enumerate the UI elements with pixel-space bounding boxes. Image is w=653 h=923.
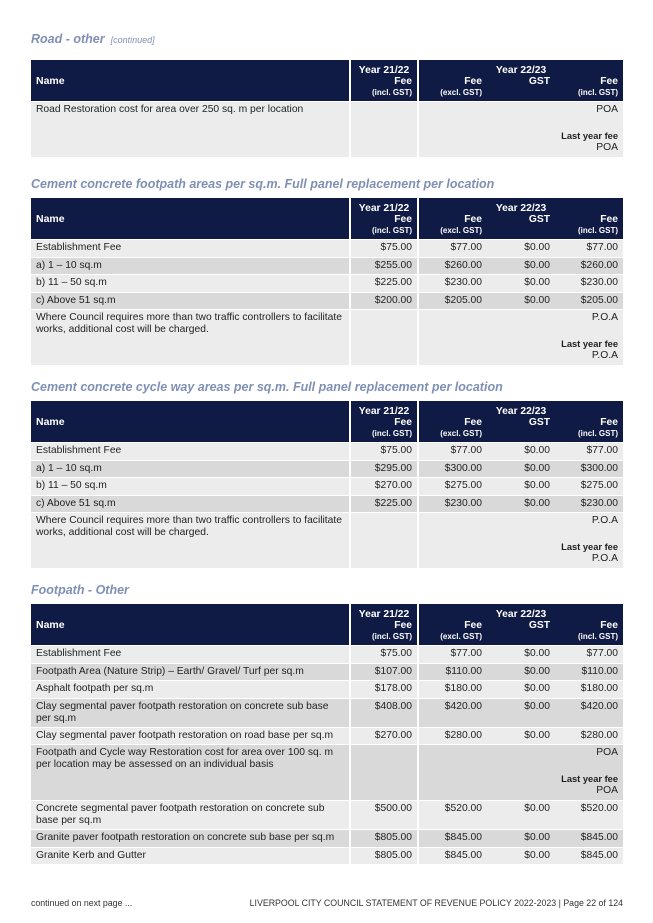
poa-cell: [419, 512, 623, 568]
fee-excl: $845.00: [419, 829, 487, 847]
gst-label: GST: [528, 417, 550, 428]
last-year-fee-label: Last year fee: [561, 542, 619, 552]
fee-excl: $77.00: [419, 645, 487, 663]
incl-gst-label: (incl. GST): [372, 88, 412, 97]
fee-name: c) Above 51 sq.m: [31, 292, 351, 310]
continued-label: [continued]: [110, 35, 155, 45]
gst-label: GST: [528, 620, 550, 631]
fee-incl: $275.00: [555, 477, 623, 495]
excl-gst-label: (excl. GST): [440, 632, 482, 641]
incl-gst-label: (incl. GST): [578, 632, 619, 641]
year-curr-header: Year 22/23: [419, 401, 623, 417]
fee-gst: $0.00: [487, 460, 555, 478]
poa-cell: [419, 309, 623, 365]
fee-prev: $270.00: [351, 727, 419, 745]
table-row: [31, 727, 623, 745]
table-row: [31, 274, 623, 292]
fee-gst: $0.00: [487, 829, 555, 847]
fee-incl: $180.00: [555, 680, 623, 698]
fee-excl-header: [419, 76, 487, 101]
fee-label: Fee: [464, 417, 482, 428]
poa-value: P.O.A: [591, 515, 619, 526]
fee-gst: $0.00: [487, 274, 555, 292]
fee-incl: $205.00: [555, 292, 623, 310]
fee-name: c) Above 51 sq.m: [31, 495, 351, 513]
fee-incl: $110.00: [555, 663, 623, 681]
fee-label: Fee: [394, 417, 412, 428]
fee-name: Asphalt footpath per sq.m: [31, 680, 351, 698]
table-row: [31, 512, 623, 568]
fee-incl: $845.00: [555, 829, 623, 847]
fee-gst: $0.00: [487, 239, 555, 257]
year-prev-header: Year 21/22: [351, 60, 419, 76]
fee-prev: $408.00: [351, 698, 419, 727]
fee-prev: $200.00: [351, 292, 419, 310]
last-year-fee-value: POA: [596, 142, 619, 153]
fee-excl: $520.00: [419, 800, 487, 829]
table-row: [31, 744, 623, 800]
fee-prev: $805.00: [351, 847, 419, 865]
section-title: [31, 31, 155, 48]
incl-gst-label: (incl. GST): [372, 632, 412, 641]
fee-prev: $255.00: [351, 257, 419, 275]
fee-name: Granite Kerb and Gutter: [31, 847, 351, 865]
fee-name: a) 1 – 10 sq.m: [31, 460, 351, 478]
continued-footer: continued on next page ...: [31, 898, 133, 908]
fee-name: Granite paver footpath restoration on concrete sub base per sq.m: [31, 829, 351, 847]
poa-cell: [419, 101, 623, 157]
excl-gst-label: (excl. GST): [440, 429, 482, 438]
fee-name: Concrete segmental paver footpath restoration on concrete sub base per sq.m: [31, 800, 351, 829]
table-row: [31, 829, 623, 847]
fee-incl: $260.00: [555, 257, 623, 275]
fee-incl: $77.00: [555, 442, 623, 460]
poa-value: POA: [596, 747, 619, 758]
fee-label: Fee: [394, 620, 412, 631]
fee-incl-header: [351, 620, 419, 645]
fee-table: [31, 60, 623, 157]
fee-excl-header: [419, 620, 487, 645]
poa-cell: [419, 744, 623, 800]
fee-name: Where Council requires more than two traffic controllers to facilitate works, additional cost will be charged.: [31, 512, 351, 568]
fee-excl-header: [419, 417, 487, 442]
fee-incl: $230.00: [555, 274, 623, 292]
fee-table: [31, 604, 623, 864]
table-row: [31, 663, 623, 681]
poa-value: POA: [596, 104, 619, 115]
fee-label: Fee: [394, 76, 412, 87]
fee-table: [31, 401, 623, 568]
fee-incl: $230.00: [555, 495, 623, 513]
last-year-fee-value: P.O.A: [591, 350, 619, 361]
gst-header: [487, 417, 555, 442]
fee-prev: $107.00: [351, 663, 419, 681]
empty-cell: [351, 309, 419, 365]
fee-excl: $280.00: [419, 727, 487, 745]
year-prev-header: Year 21/22: [351, 401, 419, 417]
empty-cell: [351, 512, 419, 568]
fee-gst: $0.00: [487, 698, 555, 727]
table-row: [31, 847, 623, 865]
fee-gst: $0.00: [487, 442, 555, 460]
incl-gst-label: (incl. GST): [578, 429, 619, 438]
fee-incl-header: [555, 620, 623, 645]
table-row: [31, 645, 623, 663]
fee-incl: $520.00: [555, 800, 623, 829]
fee-prev: $178.00: [351, 680, 419, 698]
name-header: Name: [31, 604, 351, 645]
last-year-fee-value: P.O.A: [591, 553, 619, 564]
fee-excl: $230.00: [419, 495, 487, 513]
fee-name: Footpath Area (Nature Strip) – Earth/ Gravel/ Turf per sq.m: [31, 663, 351, 681]
last-year-fee-label: Last year fee: [561, 339, 619, 349]
fee-excl: $845.00: [419, 847, 487, 865]
fee-gst: $0.00: [487, 727, 555, 745]
fee-excl-header: [419, 214, 487, 239]
fee-name: Establishment Fee: [31, 239, 351, 257]
fee-incl-header: [351, 417, 419, 442]
name-header: Name: [31, 401, 351, 442]
fee-table: [31, 198, 623, 365]
fee-gst: $0.00: [487, 680, 555, 698]
fee-label: Fee: [600, 214, 619, 225]
fee-excl: $260.00: [419, 257, 487, 275]
fee-excl: $110.00: [419, 663, 487, 681]
empty-cell: [351, 744, 419, 800]
table-row: [31, 477, 623, 495]
fee-incl: $77.00: [555, 645, 623, 663]
fee-label: Fee: [464, 620, 482, 631]
fee-incl: $420.00: [555, 698, 623, 727]
fee-name: Clay segmental paver footpath restoration on road base per sq.m: [31, 727, 351, 745]
poa-value: P.O.A: [591, 312, 619, 323]
gst-header: [487, 214, 555, 239]
fee-gst: $0.00: [487, 477, 555, 495]
fee-name: b) 11 – 50 sq.m: [31, 274, 351, 292]
fee-gst: $0.00: [487, 663, 555, 681]
fee-excl: $77.00: [419, 239, 487, 257]
fee-excl: $230.00: [419, 274, 487, 292]
fee-excl: $205.00: [419, 292, 487, 310]
table-row: [31, 101, 623, 157]
fee-excl: $77.00: [419, 442, 487, 460]
table-row: [31, 257, 623, 275]
fee-incl: $845.00: [555, 847, 623, 865]
fee-prev: $75.00: [351, 239, 419, 257]
fee-label: Fee: [394, 214, 412, 225]
fee-excl: $180.00: [419, 680, 487, 698]
year-curr-header: Year 22/23: [419, 604, 623, 620]
table-row: [31, 239, 623, 257]
fee-name: Footpath and Cycle way Restoration cost for area over 100 sq. m per location may be assessed on an individual basis: [31, 744, 351, 800]
name-header: Name: [31, 60, 351, 101]
incl-gst-label: (incl. GST): [578, 226, 619, 235]
gst-header: [487, 620, 555, 645]
fee-excl: $300.00: [419, 460, 487, 478]
fee-excl: $420.00: [419, 698, 487, 727]
fee-label: Fee: [464, 76, 482, 87]
fee-incl: $280.00: [555, 727, 623, 745]
table-row: [31, 680, 623, 698]
table-row: [31, 292, 623, 310]
fee-incl-header: [351, 214, 419, 239]
incl-gst-label: (incl. GST): [372, 226, 412, 235]
fee-name: b) 11 – 50 sq.m: [31, 477, 351, 495]
table-row: [31, 460, 623, 478]
fee-incl-header: [351, 76, 419, 101]
empty-cell: [351, 101, 419, 157]
fee-name: Clay segmental paver footpath restoration on concrete sub base per sq.m: [31, 698, 351, 727]
table-row: [31, 442, 623, 460]
fee-name: Road Restoration cost for area over 250 sq. m per location: [31, 101, 351, 157]
table-row: [31, 495, 623, 513]
section-title: Cement concrete cycle way areas per sq.m. Full panel replacement per location: [31, 380, 503, 394]
fee-prev: $75.00: [351, 645, 419, 663]
fee-prev: $295.00: [351, 460, 419, 478]
table-row: [31, 309, 623, 365]
fee-prev: $225.00: [351, 274, 419, 292]
excl-gst-label: (excl. GST): [440, 226, 482, 235]
name-header: Name: [31, 198, 351, 239]
fee-gst: $0.00: [487, 495, 555, 513]
fee-name: a) 1 – 10 sq.m: [31, 257, 351, 275]
fee-prev: $270.00: [351, 477, 419, 495]
fee-incl: $300.00: [555, 460, 623, 478]
fee-label: Fee: [600, 76, 619, 87]
fee-gst: $0.00: [487, 292, 555, 310]
fee-prev: $805.00: [351, 829, 419, 847]
fee-incl-header: [555, 76, 623, 101]
last-year-fee-value: POA: [596, 785, 619, 796]
section-title: Cement concrete footpath areas per sq.m. Full panel replacement per location: [31, 177, 495, 191]
gst-header: [487, 76, 555, 101]
last-year-fee-label: Last year fee: [561, 774, 619, 784]
section-title: Footpath - Other: [31, 583, 129, 597]
fee-label: Fee: [600, 417, 619, 428]
fee-incl: $77.00: [555, 239, 623, 257]
year-prev-header: Year 21/22: [351, 604, 419, 620]
fee-label: Fee: [600, 620, 619, 631]
table-row: [31, 698, 623, 727]
last-year-fee-label: Last year fee: [561, 131, 619, 141]
fee-prev: $500.00: [351, 800, 419, 829]
year-curr-header: Year 22/23: [419, 198, 623, 214]
fee-gst: $0.00: [487, 847, 555, 865]
excl-gst-label: (excl. GST): [440, 88, 482, 97]
section-title-text: Road - other: [31, 32, 105, 46]
year-curr-header: Year 22/23: [419, 60, 623, 76]
fee-name: Establishment Fee: [31, 442, 351, 460]
gst-label: GST: [528, 76, 550, 87]
fee-gst: $0.00: [487, 257, 555, 275]
incl-gst-label: (incl. GST): [372, 429, 412, 438]
fee-name: Establishment Fee: [31, 645, 351, 663]
page-footer: LIVERPOOL CITY COUNCIL STATEMENT OF REVENUE POLICY 2022-2023 | Page 22 of 124: [249, 898, 623, 908]
year-prev-header: Year 21/22: [351, 198, 419, 214]
fee-incl-header: [555, 417, 623, 442]
fee-name: Where Council requires more than two traffic controllers to facilitate works, additional cost will be charged.: [31, 309, 351, 365]
table-row: [31, 800, 623, 829]
fee-gst: $0.00: [487, 645, 555, 663]
incl-gst-label: (incl. GST): [578, 88, 619, 97]
fee-label: Fee: [464, 214, 482, 225]
fee-prev: $75.00: [351, 442, 419, 460]
fee-gst: $0.00: [487, 800, 555, 829]
fee-incl-header: [555, 214, 623, 239]
fee-excl: $275.00: [419, 477, 487, 495]
gst-label: GST: [528, 214, 550, 225]
fee-prev: $225.00: [351, 495, 419, 513]
